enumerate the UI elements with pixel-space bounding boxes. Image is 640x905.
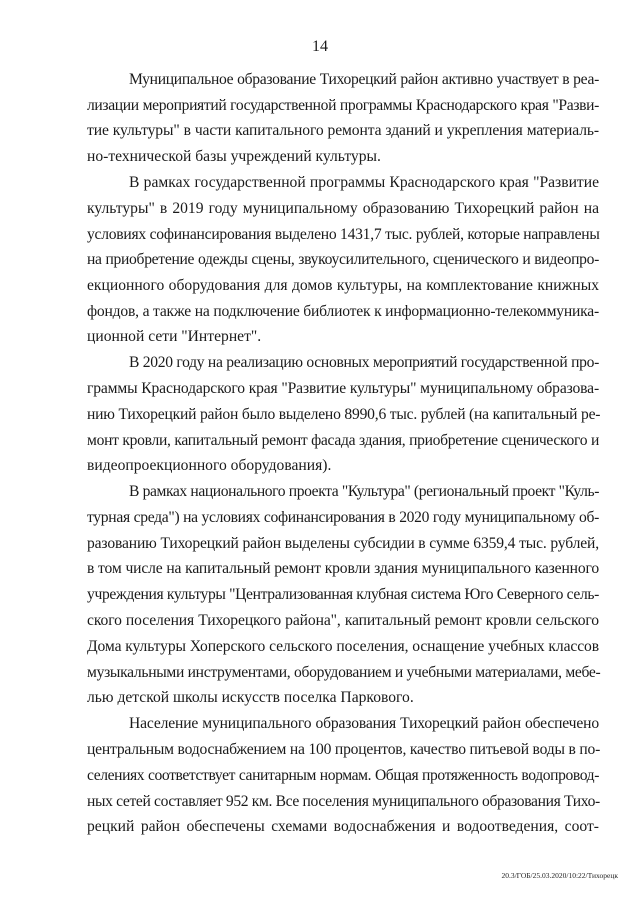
paragraph-3-line-1: В 2020 году на реализацию основных мероприятий государственной про- — [129, 354, 599, 371]
paragraph-4-line-4: в том числе на капитальный ремонт кровли здания муниципального казенного — [87, 560, 599, 577]
paragraph-5-line-5: рецкий район обеспечены схемами водоснабжения и водоотведения, соот- — [87, 818, 599, 835]
paragraph-4-line-9: лью детской школы искусств поселка Паркового. — [87, 689, 414, 706]
paragraph-2-line-4: на приобретение одежды сцены, звукоусилительного, сценического и видеопро- — [87, 251, 599, 268]
paragraph-5-line-4: ных сетей составляет 952 км. Все поселения муниципального образования Тихо- — [87, 793, 600, 810]
paragraph-3-line-5: видеопроекционного оборудования). — [87, 457, 332, 474]
paragraph-2-line-7: ционной сети "Интернет". — [87, 328, 262, 345]
paragraph-4-line-6: ского поселения Тихорецкого района", капитальный ремонт кровли сельского — [87, 612, 599, 629]
paragraph-2-line-3: условиях софинансирования выделено 1431,7 тыс. рублей, которые направлены — [87, 226, 600, 243]
paragraph-1-line-2: лизации мероприятий государственной программы Краснодарского края "Разви- — [87, 97, 599, 114]
paragraph-3-line-3: нию Тихорецкий район было выделено 8990,6 тыс. рублей (на капитальный ре- — [87, 406, 601, 423]
paragraph-4-line-7: Дома культуры Хоперского сельского поселения, оснащение учебных классов — [87, 638, 599, 655]
paragraph-1-line-1: Муниципальное образование Тихорецкий район активно участвует в реа- — [129, 71, 599, 88]
page-number: 14 — [312, 38, 328, 55]
paragraph-1-line-3: тие культуры" в части капитального ремонта зданий и укрепления материаль- — [87, 122, 599, 139]
paragraph-4-line-5: учреждения культуры "Централизованная клубная система Юго Северного сель- — [87, 586, 599, 603]
paragraph-4-line-1: В рамках национального проекта "Культура" (региональный проект "Куль- — [129, 483, 599, 500]
paragraph-1-line-4: но-технической базы учреждений культуры. — [87, 148, 381, 165]
document-footer-code: 20.3/ГОБ/25.03.2020/10:22/Тихорецк — [501, 871, 618, 880]
paragraph-2-line-5: екционного оборудования для домов культуры, на комплектование книжных — [87, 277, 599, 294]
paragraph-4-line-3: разованию Тихорецкий район выделены субсидии в сумме 6359,4 тыс. рублей, — [87, 535, 599, 552]
paragraph-3-line-2: граммы Краснодарского края "Развитие культуры" муниципальному образова- — [87, 380, 599, 397]
paragraph-3-line-4: монт кровли, капитальный ремонт фасада здания, приобретение сценического и — [87, 432, 599, 449]
paragraph-4-line-2: турная среда") на условиях софинансирования в 2020 году муниципальному об- — [87, 509, 599, 526]
paragraph-2-line-2: культуры" в 2019 году муниципальному образованию Тихорецкий район на — [87, 200, 599, 217]
paragraph-5-line-3: селениях соответствует санитарным нормам. Общая протяженность водопровод- — [87, 767, 599, 784]
paragraph-4-line-8: музыкальными инструментами, оборудованием и учебными материалами, мебе- — [87, 664, 601, 681]
paragraph-5-line-2: центральным водоснабжением на 100 процентов, качество питьевой воды в по- — [87, 741, 601, 758]
paragraph-5-line-1: Население муниципального образования Тихорецкий район обеспечено — [129, 715, 599, 732]
paragraph-2-line-6: фондов, а также на подключение библиотек к информационно-телекоммуника- — [87, 303, 599, 320]
paragraph-2-line-1: В рамках государственной программы Краснодарского края "Развитие — [129, 174, 599, 191]
